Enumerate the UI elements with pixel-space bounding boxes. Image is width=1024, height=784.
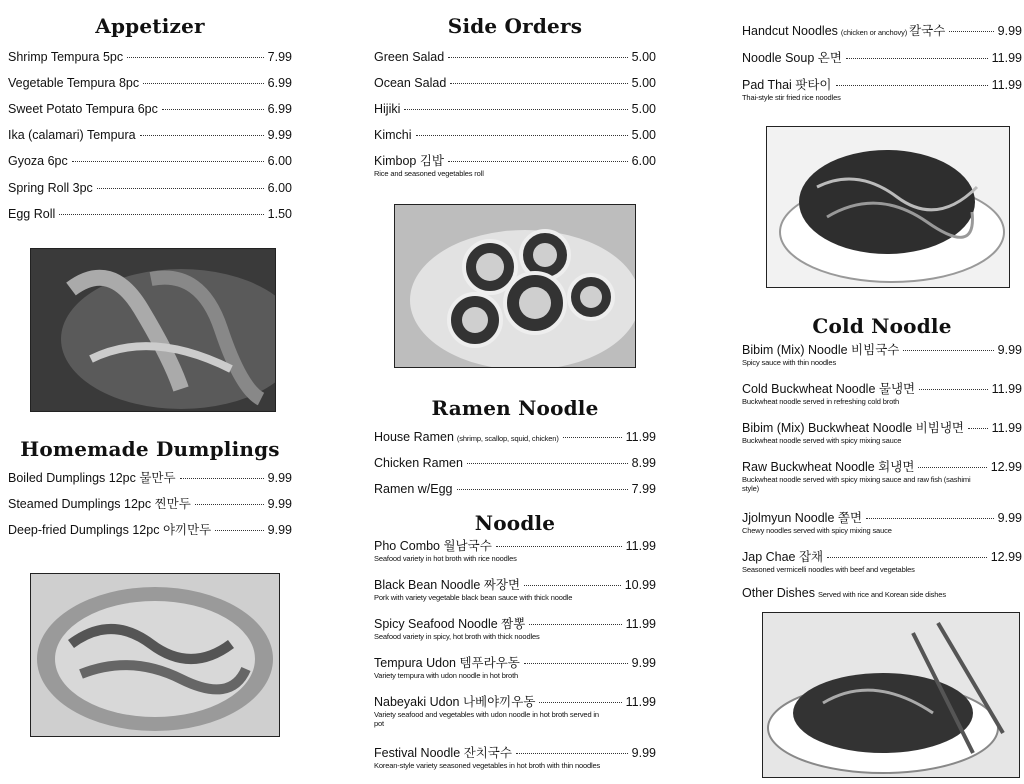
- item-note: (chicken or anchovy): [840, 28, 908, 37]
- item-name: Jjolmyun Noodle 쫄면: [742, 511, 863, 525]
- dot-leader: [215, 530, 263, 531]
- dot-leader: [563, 437, 622, 438]
- item-name: Kimchi: [374, 128, 412, 142]
- item-name: Shrimp Tempura 5pc: [8, 50, 124, 64]
- menu-item: [374, 76, 656, 91]
- dot-leader: [524, 585, 621, 586]
- item-description: Seafood variety in spicy, hot broth with thick noodles: [374, 632, 540, 641]
- item-name: Egg Roll: [8, 207, 56, 221]
- item-price: 11.99: [625, 539, 656, 553]
- item-price: 11.99: [625, 617, 656, 631]
- item-price: 9.99: [631, 656, 656, 670]
- dot-leader: [140, 135, 264, 136]
- item-name: Boiled Dumplings 12pc 물만두: [8, 471, 176, 485]
- menu-item: [374, 50, 656, 65]
- item-price: 12.99: [990, 550, 1022, 564]
- menu-item: [374, 456, 656, 471]
- item-name: Ramen w/Egg: [374, 482, 453, 496]
- dot-leader: [968, 428, 988, 429]
- item-description: Pork with variety vegetable black bean sauce with thick noodle: [374, 593, 573, 602]
- dot-leader: [919, 389, 988, 390]
- item-name: Ocean Salad: [374, 76, 447, 90]
- menu-item: [8, 181, 292, 196]
- item-description: Chewy noodles served with spicy mixing sauce: [742, 526, 892, 535]
- other-dishes-label: [742, 586, 1022, 602]
- dot-leader: [529, 624, 621, 625]
- item-note: (shrimp, scallop, squid, chicken): [456, 434, 559, 443]
- item-name: Pho Combo 월남국수: [374, 539, 492, 553]
- dot-leader: [539, 702, 621, 703]
- menu-item: [374, 128, 656, 143]
- menu-item: [374, 102, 656, 117]
- menu-item: [8, 497, 292, 512]
- menu-item: [374, 154, 656, 178]
- item-name: Raw Buckwheat Noodle 회냉면: [742, 460, 915, 474]
- dot-leader: [143, 83, 264, 84]
- item-price: 9.99: [267, 497, 292, 511]
- item-description: Buckwheat noodle served with spicy mixing sauce and raw fish (sashimi style): [742, 475, 971, 493]
- item-price: 9.99: [267, 128, 292, 142]
- item-name: Deep-fried Dumplings 12pc 야끼만두: [8, 523, 212, 537]
- item-price: 11.99: [991, 51, 1022, 65]
- menu-item: [742, 421, 1022, 445]
- item-name: Sweet Potato Tempura 6pc: [8, 102, 158, 116]
- menu-item: [8, 76, 292, 91]
- item-name: Cold Buckwheat Noodle 물냉면: [742, 382, 916, 396]
- item-name: Spring Roll 3pc: [8, 181, 93, 195]
- other-dishes-title: Other Dishes: [742, 586, 815, 600]
- item-price: 5.00: [631, 128, 656, 142]
- dot-leader: [450, 83, 627, 84]
- dot-leader: [416, 135, 628, 136]
- item-price: 7.99: [631, 482, 656, 496]
- item-name: Bibim (Mix) Noodle 비빔국수: [742, 343, 900, 357]
- dot-leader: [516, 753, 628, 754]
- item-price: 11.99: [625, 695, 656, 709]
- menu-item: [8, 471, 292, 486]
- dumplings-photo: [30, 573, 280, 737]
- menu-item: [8, 102, 292, 117]
- dumplings-heading: Homemade Dumplings: [20, 437, 280, 461]
- pad-thai-photo: [766, 126, 1010, 288]
- dot-leader: [162, 109, 264, 110]
- item-price: 5.00: [631, 76, 656, 90]
- item-description: Korean-style variety seasoned vegetables in hot broth with thin noodles: [374, 761, 601, 770]
- item-name: Steamed Dumplings 12pc 찐만두: [8, 497, 191, 511]
- item-korean-name: 칼국수: [909, 24, 946, 38]
- dot-leader: [827, 557, 987, 558]
- item-price: 11.99: [991, 382, 1022, 396]
- appetizer-photo: [30, 248, 276, 412]
- dot-leader: [496, 546, 622, 547]
- item-price: 9.99: [631, 746, 656, 760]
- item-price: 6.99: [267, 102, 292, 116]
- item-name: Festival Noodle 잔치국수: [374, 746, 512, 760]
- item-name: Pad Thai 팟타이: [742, 78, 832, 92]
- cold-noodle-heading: Cold Noodle: [812, 314, 952, 338]
- dot-leader: [467, 463, 628, 464]
- dot-leader: [866, 518, 994, 519]
- menu-item: [8, 154, 292, 169]
- noodle-heading: Noodle: [474, 511, 556, 535]
- item-name: Spicy Seafood Noodle 짬뽕: [374, 617, 526, 631]
- menu-item: [374, 656, 656, 680]
- item-name: Nabeyaki Udon 나베야끼우동: [374, 695, 536, 709]
- menu-column-1: [8, 0, 292, 784]
- side-orders-heading: Side Orders: [447, 14, 583, 38]
- dot-leader: [97, 188, 264, 189]
- item-description: Variety tempura with udon noodle in hot broth: [374, 671, 519, 680]
- dot-leader: [195, 504, 264, 505]
- item-name: House Ramen: [374, 430, 454, 444]
- item-price: 6.00: [267, 181, 292, 195]
- item-description: Spicy sauce with thin noodles: [742, 358, 837, 367]
- item-price: 6.99: [267, 76, 292, 90]
- ramen-heading: Ramen Noodle: [431, 396, 599, 420]
- other-dishes-photo: [762, 612, 1020, 778]
- menu-item: [374, 617, 656, 641]
- menu-item: [8, 207, 292, 222]
- item-name: Black Bean Noodle 짜장면: [374, 578, 521, 592]
- menu-column-2: [374, 0, 656, 784]
- item-price: 7.99: [267, 50, 292, 64]
- menu-item: [8, 523, 292, 538]
- menu-item: [742, 24, 1022, 40]
- item-name: Kimbop 김밥: [374, 154, 445, 168]
- menu-item: [742, 382, 1022, 406]
- item-price: 9.99: [267, 471, 292, 485]
- item-name: Jap Chae 잡채: [742, 550, 824, 564]
- item-name: Gyoza 6pc: [8, 154, 68, 168]
- dot-leader: [918, 467, 986, 468]
- item-price: 6.00: [267, 154, 292, 168]
- menu-item: [374, 746, 656, 770]
- item-name: Bibim (Mix) Buckwheat Noodle 비빔냉면: [742, 421, 964, 435]
- menu-item: [8, 128, 292, 143]
- dot-leader: [448, 161, 628, 162]
- item-name: Green Salad: [374, 50, 445, 64]
- menu-item: [374, 430, 656, 446]
- dot-leader: [524, 663, 628, 664]
- item-price: 11.99: [625, 430, 656, 444]
- menu-item: [742, 51, 1022, 66]
- menu-item: [742, 511, 1022, 535]
- item-name: Tempura Udon 템푸라우동: [374, 656, 520, 670]
- dot-leader: [59, 214, 263, 215]
- menu-item: [742, 460, 1022, 493]
- menu-item: [742, 78, 1022, 102]
- dot-leader: [846, 58, 988, 59]
- item-price: 6.00: [631, 154, 656, 168]
- dot-leader: [903, 350, 993, 351]
- item-price: 11.99: [991, 78, 1022, 92]
- dot-leader: [949, 31, 993, 32]
- menu-item: [374, 695, 656, 728]
- kimbop-photo: [394, 204, 636, 368]
- menu-column-3: [742, 0, 1022, 784]
- item-price: 8.99: [631, 456, 656, 470]
- menu-item: [742, 550, 1022, 574]
- item-description: Thai-style stir fried rice noodles: [742, 93, 841, 102]
- item-price: 12.99: [990, 460, 1022, 474]
- appetizer-heading: Appetizer: [95, 14, 205, 38]
- menu-item: [8, 50, 292, 65]
- item-name: Handcut Noodles: [742, 24, 838, 38]
- menu-item: [374, 539, 656, 563]
- dot-leader: [836, 85, 988, 86]
- dot-leader: [404, 109, 627, 110]
- item-description: Variety seafood and vegetables with udon noodle in hot broth served in pot: [374, 710, 599, 728]
- item-name: Hijiki: [374, 102, 401, 116]
- item-price: 5.00: [631, 102, 656, 116]
- item-name: Noodle Soup 온면: [742, 51, 842, 65]
- item-price: 5.00: [631, 50, 656, 64]
- dot-leader: [72, 161, 264, 162]
- item-price: 1.50: [267, 207, 292, 221]
- item-description: Rice and seasoned vegetables roll: [374, 169, 484, 178]
- item-price: 9.99: [267, 523, 292, 537]
- item-price: 9.99: [997, 511, 1022, 525]
- item-price: 10.99: [624, 578, 656, 592]
- dot-leader: [127, 57, 264, 58]
- dot-leader: [180, 478, 264, 479]
- item-description: Buckwheat noodle served in refreshing cold broth: [742, 397, 900, 406]
- dot-leader: [457, 489, 628, 490]
- item-name: Chicken Ramen: [374, 456, 463, 470]
- menu-item: [374, 578, 656, 602]
- item-description: Seasoned vermicelli noodles with beef and vegetables: [742, 565, 915, 574]
- item-price: 9.99: [997, 24, 1022, 38]
- item-price: 11.99: [991, 421, 1022, 435]
- item-description: Buckwheat noodle served with spicy mixing sauce: [742, 436, 902, 445]
- item-name: Ika (calamari) Tempura: [8, 128, 136, 142]
- other-dishes-note: Served with rice and Korean side dishes: [817, 590, 946, 599]
- menu-item: [742, 343, 1022, 367]
- item-price: 9.99: [997, 343, 1022, 357]
- item-name: Vegetable Tempura 8pc: [8, 76, 140, 90]
- menu-item: [374, 482, 656, 497]
- item-description: Seafood variety in hot broth with rice noodles: [374, 554, 517, 563]
- dot-leader: [448, 57, 627, 58]
